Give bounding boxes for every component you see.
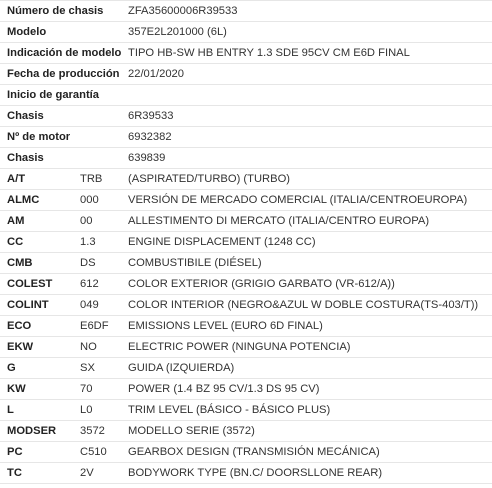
info-row-value [128, 85, 492, 106]
option-key: TC [0, 463, 80, 484]
option-row [0, 337, 492, 358]
option-key: A/T [0, 169, 80, 190]
info-row [0, 43, 492, 64]
option-key: CC [0, 232, 80, 253]
option-key: L [0, 400, 80, 421]
option-code: TRB [80, 169, 128, 190]
option-value: VERSIÓN DE MERCADO COMERCIAL (ITALIA/CENTROEUROPA) [128, 190, 492, 211]
option-key: EKW [0, 337, 80, 358]
option-row [0, 379, 492, 400]
option-key: G [0, 358, 80, 379]
option-code: 1.3 [80, 232, 128, 253]
option-row [0, 253, 492, 274]
option-value: BODYWORK TYPE (BN.C/ DOORSLLONE REAR) [128, 463, 492, 484]
info-row-label: Chasis [0, 148, 128, 169]
option-row [0, 190, 492, 211]
option-key: CMB [0, 253, 80, 274]
info-row [0, 148, 492, 169]
option-code: E6DF [80, 316, 128, 337]
option-row [0, 274, 492, 295]
info-row [0, 1, 492, 22]
info-row [0, 22, 492, 43]
info-row-value: ZFA35600006R39533 [128, 1, 492, 22]
option-row [0, 442, 492, 463]
option-value: TRIM LEVEL (BÁSICO - BÁSICO PLUS) [128, 400, 492, 421]
option-value: ENGINE DISPLACEMENT (1248 CC) [128, 232, 492, 253]
option-code: L0 [80, 400, 128, 421]
option-value: COLOR EXTERIOR (GRIGIO GARBATO (VR-612/A)) [128, 274, 492, 295]
option-key: KW [0, 379, 80, 400]
option-code: SX [80, 358, 128, 379]
option-code: 00 [80, 211, 128, 232]
info-row-label: Modelo [0, 22, 128, 43]
option-key: AM [0, 211, 80, 232]
info-row-value: 6932382 [128, 127, 492, 148]
option-value: GUIDA (IZQUIERDA) [128, 358, 492, 379]
info-row-value: 357E2L201000 (6L) [128, 22, 492, 43]
info-row [0, 106, 492, 127]
option-code: 000 [80, 190, 128, 211]
option-row [0, 295, 492, 316]
option-code: DS [80, 253, 128, 274]
option-code: 049 [80, 295, 128, 316]
info-row-value: 22/01/2020 [128, 64, 492, 85]
info-row-value: 639839 [128, 148, 492, 169]
option-row [0, 358, 492, 379]
option-value: ALLESTIMENTO DI MERCATO (ITALIA/CENTRO EUROPA) [128, 211, 492, 232]
option-code: 2V [80, 463, 128, 484]
option-key: COLEST [0, 274, 80, 295]
option-value: POWER (1.4 BZ 95 CV/1.3 DS 95 CV) [128, 379, 492, 400]
option-row [0, 169, 492, 190]
info-row [0, 127, 492, 148]
option-row [0, 316, 492, 337]
option-value: GEARBOX DESIGN (TRANSMISIÓN MECÁNICA) [128, 442, 492, 463]
option-code: C510 [80, 442, 128, 463]
vehicle-info-table-body [0, 1, 492, 484]
option-key: ALMC [0, 190, 80, 211]
option-code: 612 [80, 274, 128, 295]
info-row [0, 85, 492, 106]
option-row [0, 232, 492, 253]
option-row [0, 421, 492, 442]
option-code: 70 [80, 379, 128, 400]
option-key: PC [0, 442, 80, 463]
option-key: ECO [0, 316, 80, 337]
option-code: 3572 [80, 421, 128, 442]
option-value: (ASPIRATED/TURBO) (TURBO) [128, 169, 492, 190]
info-row [0, 64, 492, 85]
info-row-value: TIPO HB-SW HB ENTRY 1.3 SDE 95CV CM E6D FINAL [128, 43, 492, 64]
info-row-label: Indicación de modelo [0, 43, 128, 64]
option-code: NO [80, 337, 128, 358]
info-row-label: Nº de motor [0, 127, 128, 148]
option-value: MODELLO SERIE (3572) [128, 421, 492, 442]
option-value: EMISSIONS LEVEL (EURO 6D FINAL) [128, 316, 492, 337]
info-row-label: Número de chasis [0, 1, 128, 22]
option-row [0, 463, 492, 484]
option-key: COLINT [0, 295, 80, 316]
info-row-label: Inicio de garantía [0, 85, 128, 106]
option-row [0, 211, 492, 232]
info-row-label: Chasis [0, 106, 128, 127]
option-value: ELECTRIC POWER (NINGUNA POTENCIA) [128, 337, 492, 358]
option-value: COLOR INTERIOR (NEGRO&AZUL W DOBLE COSTURA(TS-403/T)) [128, 295, 492, 316]
option-value: COMBUSTIBILE (DIÉSEL) [128, 253, 492, 274]
info-row-value: 6R39533 [128, 106, 492, 127]
option-row [0, 400, 492, 421]
info-row-label: Fecha de producción [0, 64, 128, 85]
option-key: MODSER [0, 421, 80, 442]
